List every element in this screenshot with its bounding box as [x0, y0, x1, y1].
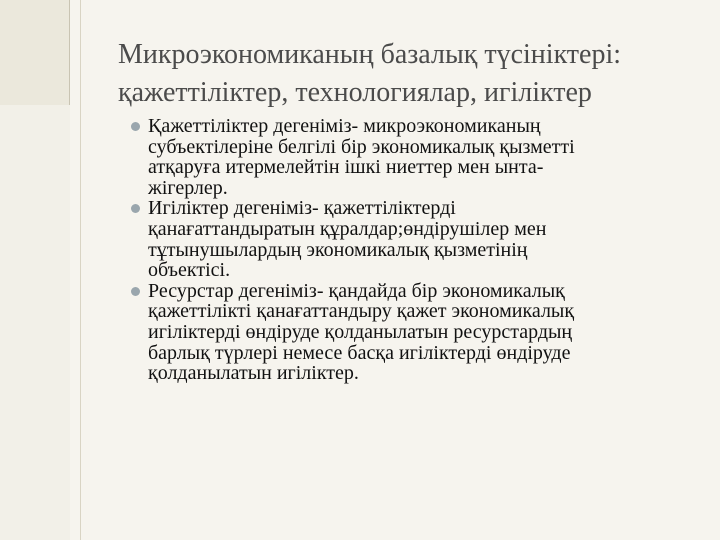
- bullet-text-line: қажеттілікті қанағаттандыру қажет экономикалық: [148, 300, 575, 323]
- decorative-divider-line: [80, 0, 81, 540]
- bullet-dot-icon: [131, 287, 140, 296]
- slide-title-line: қажеттіліктер, технологиялар, игіліктер: [118, 77, 592, 108]
- decorative-top-box: [0, 0, 70, 105]
- bullet-text-line: атқаруға итермелейтін ішкі ниеттер мен ынта-: [148, 156, 544, 179]
- bullet-item-resources: [131, 281, 711, 384]
- bullet-item-needs: [131, 116, 711, 198]
- slide-title-line: Микроэкономиканың базалық түсініктері:: [118, 39, 622, 70]
- bullet-item-goods: [131, 198, 711, 280]
- slide-content: [131, 116, 711, 384]
- bullet-text-line: Игіліктер дегеніміз- қажеттіліктерді: [148, 197, 456, 220]
- bullet-list: [131, 116, 711, 384]
- decorative-left-strip: [0, 105, 70, 540]
- bullet-text-line: субъектілеріне белгілі бір экономикалық қызметті: [148, 135, 575, 158]
- bullet-dot-icon: [131, 204, 140, 213]
- bullet-text-line: Ресурстар дегеніміз- қандайда бір экономикалық: [148, 279, 565, 302]
- slide-title: [118, 36, 708, 112]
- bullet-dot-icon: [131, 122, 140, 131]
- bullet-text-line: тұтынушылардың экономикалық қызметінің: [148, 238, 528, 261]
- bullet-text-line: қанағаттандыратын құралдар;өндірушілер мен: [148, 217, 547, 240]
- bullet-text-line: объектісі.: [148, 259, 231, 282]
- bullet-text-line: барлық түрлері немесе басқа игіліктерді өндіруде: [148, 341, 571, 364]
- bullet-text-line: қолданылатын игіліктер.: [148, 362, 359, 385]
- bullet-text-line: жігерлер.: [148, 176, 228, 199]
- bullet-text-line: Қажеттіліктер дегеніміз- микроэкономиканың: [148, 115, 541, 137]
- bullet-text-line: игіліктерді өндіруде қолданылатын ресурстардың: [148, 320, 573, 343]
